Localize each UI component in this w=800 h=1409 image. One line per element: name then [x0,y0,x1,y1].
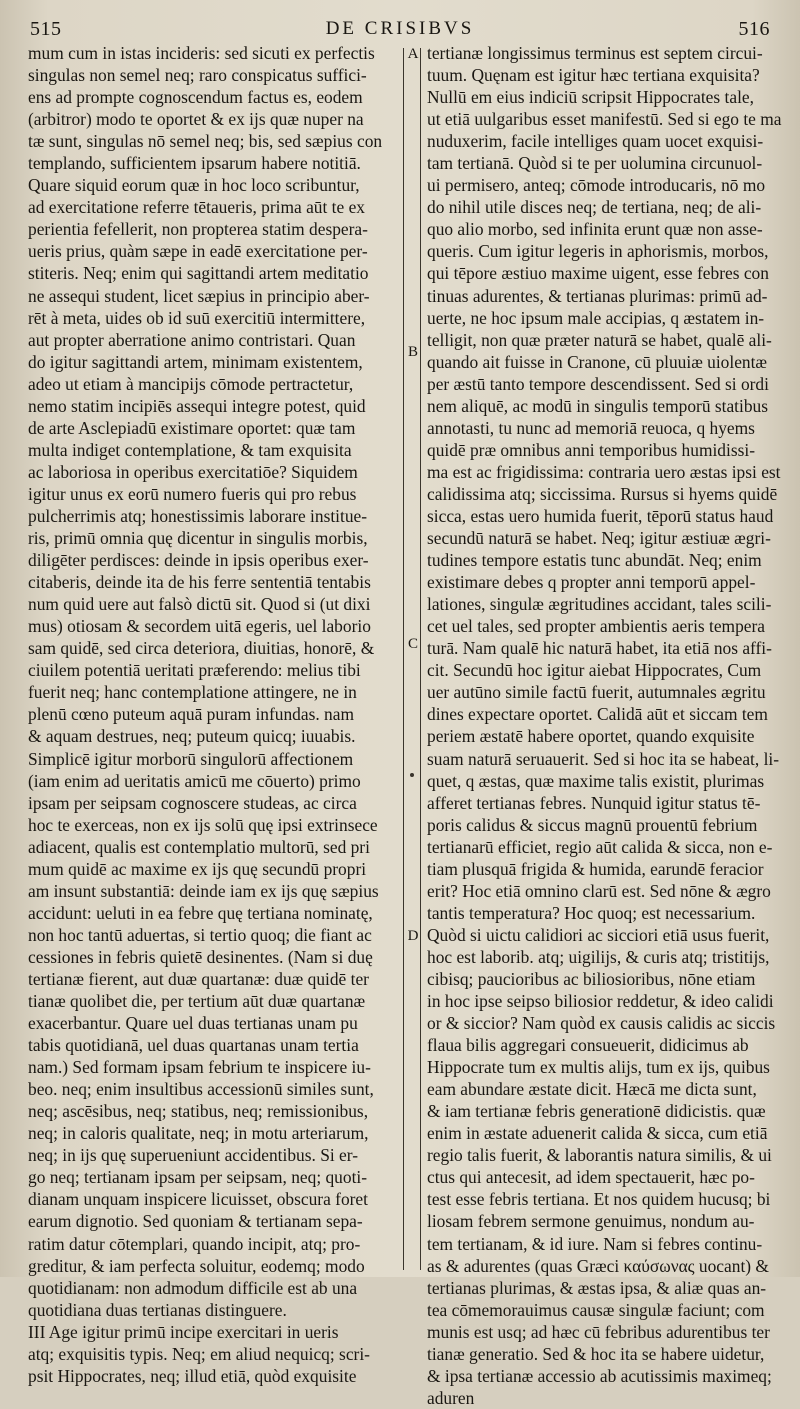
text-line: tertianæ fierent, aut duæ quartanæ: duæ quidē ter [28,968,369,989]
text-line: tianæ generatio. Sed & hoc ita se habere uidetur, [427,1343,765,1364]
text-line: ratim datur cōtemplari, quando incipit, atq; pro- [28,1233,361,1254]
text-line: or & siccior? Nam quòd ex causis calidis ac siccis [427,1013,776,1034]
text-line: quo alio morbo, sed infinita erunt quæ non asse- [427,219,763,240]
text-line: mum cum in istas incideris: sed sicuti ex perfectis [28,43,375,63]
text-line: Simplicē igitur morborū singulorū affectionem [28,748,354,769]
text-line: neq; in caloris qualitate, neq; in motu arteriarum, [28,1123,369,1144]
text-line: dines expectare oportet. Calidā aūt et siccam tem [427,704,768,725]
text-line: citaberis, deinde ita de his ferre sententiā tentabis [28,572,371,593]
text-line: test esse febris tertiana. Et nos quidem hucusq; bi [427,1189,771,1210]
text-line: & iam tertianæ febris generationē didicistis. quæ [427,1101,766,1122]
text-line: tuum. Quęnam est igitur hæc tertiana exquisita? [427,65,760,86]
text-line: sicca, estas uero humida fuerit, tēporū status haud [427,505,774,526]
text-line: uer autūno simile factū fuerit, autumnales ægritu [427,682,766,703]
text-line: tertianæ longissimus terminus est septem circui- [427,43,763,63]
text-line: exacerbantur. Quare uel duas tertianas unam pu [28,1013,358,1034]
text-line: per æstū tanto tempore descendissent. Sed si ordi [427,373,769,394]
text-line: in hoc ipse seipso biliosior reddetur, & ideo calidi [427,991,774,1012]
text-line: calidissima atq; siccissima. Rursus si hyems quidē [427,483,778,504]
text-line: ens ad prompte cognoscendum factus es, eodem [28,87,363,108]
text-line: quando ait fuisse in Cranone, cū pluuiæ uiolentæ [427,351,768,372]
text-line: multa indiget contemplatione, & tam exquisita [28,439,352,460]
text-line: non hoc tantū aduertas, si tertio quoq; die fiant ac [28,924,372,945]
page-number-right: 516 [738,18,770,40]
text-line: regio talis fuerit, & laborantis natura similis, & ui [427,1145,772,1166]
text-line: tabis quotidianā, uel duas quartanas unam tertia [28,1035,359,1056]
text-line: tiam plusquā frigida & humida, earundē feracior [427,858,764,879]
text-line: afferet tertianas febres. Nunquid igitur status tē- [427,792,761,813]
text-line: aut propter aberratione animo contristari. Quan [28,329,356,350]
text-line: neq; ascēsibus, neq; statibus, neq; remissionibus, [28,1101,369,1122]
text-line: ac laboriosa in operibus exercitatiōe? Siquidem [28,461,358,482]
text-line: (iam enim ad ueritatis amicū me cōuerto) primo [28,770,361,791]
text-line: do nihil utile disces neq; de tertiana, neq; de ali- [427,197,762,218]
text-line: existimare debes q propter anni temporū appel- [427,572,756,593]
text-line: munis est usq; ad hæc cū febribus adurentibus ter [427,1321,770,1342]
text-line: hoc te exerceas, non ex ijs solū quę ipsi extrinsece [28,814,378,835]
text-line: mus) otiosam & secordem uitā egeris, uel laborio [28,616,371,637]
text-line: quotidianam: non admodum difficile est ab una [28,1277,358,1298]
text-line: pulcherrimis atq; honestissimis laborare institue- [28,505,368,526]
text-line: telligit, non quæ præter naturā se habet, qualē ali- [427,329,772,350]
running-header [0,14,800,44]
margin-mark-c: C [407,636,418,652]
text-line: III Age igitur primū incipe exercitari in ueris [28,1321,339,1342]
text-line: Quare siquid eorum quæ in hoc loco scribuntur, [28,175,360,196]
text-line: go neq; tertianam ipsam per seipsam, neq; quoti- [28,1167,368,1188]
text-line: enim in æstate aduenerit calida & sicca, cum etiā [427,1123,768,1144]
text-line: plenū cœno puteum aquā puram infundas. nam [28,704,354,725]
text-line: psit Hippocrates, neq; illud etiā, quòd exquisite [28,1365,357,1386]
text-line: tantis temperatura? Hoc quoq; est necessarium. [427,902,756,923]
text-line: ipsam per seipsam cognoscere studeas, ac circa [28,792,357,813]
text-line: quet, q æstas, quæ maxime talis existit, plurimas [427,770,765,791]
text-line: suam naturā seruauerit. Sed si hoc ita se habeat, li- [427,748,780,769]
text-line: & aquam destrues, neq; puteum quicq; iuuabis. [28,726,356,747]
text-line: ui permisero, anteq; cōmode introducaris, nō mo [427,175,766,196]
text-line: neq; in ijs quę superueniunt accidentibus. Si er- [28,1145,358,1166]
text-line: secundū naturā se habet. Neq; igitur æstiuæ ægri- [427,528,771,549]
text-line: ueris prius, quàm sæpe in eadē exercitatione per- [28,241,368,262]
text-line: Quòd si uictu calidiori ac sicciori etiā usus fuerit, [427,924,770,945]
text-line: greditur, & iam perfecta soluitur, eodemq; modo [28,1255,365,1276]
text-line: cibisq; paucioribus ac biliosioribus, nōne etiam [427,968,756,989]
text-line: diligēter perdisces: deinde in ipsis operibus exer- [28,550,369,571]
margin-dot [410,773,414,777]
text-line: fuerit neq; hanc contemplatione attingere, ne in [28,682,357,703]
text-line: de arte Asclepiadū existimare oportet: quæ tam [28,417,356,438]
text-line: do igitur sagittandi artem, minimam existentem, [28,351,363,372]
text-line: eam abundare æstate dicit. Hæcā me dicta sunt, [427,1079,757,1100]
text-line: erit? Hoc etiā omnino clarū est. Sed nōne & ægro [427,880,771,901]
text-line: ma est ac frigidissima: contraria uero æstas ipsi est [427,461,781,482]
text-line: ne assequi student, licet sæpius in principio aber- [28,285,370,306]
text-line: & ipsa tertianæ accessio ab acutissimis maximeq; [427,1365,772,1386]
text-line: lationes, singulæ ægritudines accidant, tales scili- [427,594,772,615]
text-line: ut etiā uulgaribus esset manifestū. Sed si ego te ma [427,109,782,130]
text-line: (arbitror) modo te oportet & ex ijs quæ nuper na [28,109,364,130]
running-title: DE CRISIBVS [325,18,475,39]
text-line: tinuas adurentes, & tertianas plurimas: primū ad- [427,285,768,306]
text-line: dianam unquam inspicere licuisset, obscura foret [28,1189,368,1210]
text-line: tianæ quolibet die, per tertium aūt duæ quartanæ [28,991,366,1012]
text-line: turā. Nam qualē hic naturā habet, ita etiā nos affi- [427,638,772,659]
text-line: adiacent, qualis est contemplatio multorū, sed pri [28,836,370,857]
text-line: ad exercitatione referre tētaueris, prima aūt te ex [28,197,365,218]
column-rule-right [420,48,421,1270]
text-line: as & adurentes (quas Græci καύσωνας uocant) & [427,1255,769,1276]
text-line: cessiones in febris quietē desinentes. (Nam si duę [28,946,373,967]
column-rule-left [403,48,404,1270]
text-line: hoc est laborib. atq; uigilijs, & curis atq; tristitijs, [427,946,770,967]
text-line: perientia fefellerit, non propterea statim despera- [28,219,368,240]
text-line: am insunt substantiā: deinde iam ex ijs quę sæpius [28,880,379,901]
text-line: aduren [427,1387,475,1408]
text-line: queris. Cum igitur legeris in aphorismis, morbos, [427,241,769,262]
text-line: Nullū em eius indiciū scripsit Hippocrates tale, [427,87,754,108]
text-line: quotidiana duas tertianas distinguere. [28,1299,287,1320]
text-line: ciuilem potentiā ueritati præferendo: melius tibi [28,660,361,681]
text-line: periem æstatē habere oportet, quando exquisite [427,726,755,747]
text-line: nemo statim incipiēs assequi integre potest, quid [28,395,366,416]
text-line: tea cōmemorauimus causæ singulæ faciunt; com [427,1299,765,1320]
text-line: Hippocrate tum ex multis alijs, tum ex ijs, quibus [427,1057,770,1078]
text-line: poris calidus & siccus magnū prouentū febrium [427,814,758,835]
text-line: cit. Secundū hoc igitur aiebat Hippocrates, Cum [427,660,762,681]
margin-mark-d: D [407,928,419,944]
text-line: accidunt: ueluti in ea febre quę tertiana nominatę, [28,902,373,923]
text-line: liosam febrem sermone genuimus, nondum au- [427,1211,755,1232]
text-line: singulas non semel neq; raro conspicatus suffici- [28,65,367,86]
text-line: earum dignotio. Sed quoniam & tertianam sepa- [28,1211,363,1232]
right-text-column [427,42,782,1408]
text-line: templando, sufficientem ipsarum habere notitiā. [28,153,361,174]
text-line: tudines tempore estatis tunc abundāt. Neq; enim [427,550,762,571]
text-line: tæ sunt, singulas nō semel neq; bis, sed sæpius con [28,131,383,152]
text-line: tem tertianam, & id iure. Nam si febres continu- [427,1233,763,1254]
text-line: qui tēpore æstiuo maxime uigent, esse febres con [427,263,769,284]
text-line: igitur unus ex eorū numero fueris qui pro rebus [28,483,357,504]
margin-mark-a: A [407,46,419,62]
text-line: beo. neq; enim insultibus accessionū similes sunt, [28,1079,374,1100]
text-line: sam quidē, sed circa deteriora, diuitias, honorē, & [28,638,375,659]
left-text-column [28,42,402,1386]
text-line: nuduxerim, facile intelliges quam uocet exquisi- [427,131,764,152]
text-line: annotasti, tu nunc ad memoriā reuoca, q hyems [427,417,755,438]
text-line: stiteris. Neq; enim qui sagittandi artem meditatio [28,263,369,284]
text-line: quidē præ omnibus anni temporibus humidissi- [427,439,755,460]
text-line: ctus qui antecesit, ad idem spectauerit, hæc po- [427,1167,755,1188]
text-line: nem aliquē, ac modū in singulis temporū statibus [427,395,769,416]
text-line: flaua bilis aggregari consueuerit, didicimus ab [427,1035,749,1056]
text-line: nam.) Sed formam ipsam febrium te inspicere iu- [28,1057,371,1078]
text-line: rēt à meta, uides ob id suū exercitiū intermittere, [28,307,366,328]
text-line: num quid uere aut falsò dictū sit. Quod si (ut dixi [28,594,371,615]
text-line: ris, primū omnia quę dicentur in singulis morbis, [28,528,368,549]
text-line: atq; exquisitis typis. Neq; em aliud nequicq; scri- [28,1343,370,1364]
page-number-left: 515 [30,18,62,40]
text-line: uerte, ne hoc ipsum male accipias, q æstatem in- [427,307,765,328]
text-line: tertianarū efficiet, regio aūt calida & sicca, non e- [427,836,773,857]
margin-mark-b: B [407,344,418,360]
text-line: cet uel tales, sed propter ambientis aeris tempera [427,616,766,637]
text-line: tertianas plurimas, & æstas ipsa, & aliæ quas an- [427,1277,767,1298]
text-line: adeo ut etiam à mancipijs cōmode pertractetur, [28,373,354,394]
text-line: tam tertianā. Quòd si te per uolumina circunuol- [427,153,763,174]
text-line: mum quidē ac maxime ex ijs quę secundū propri [28,858,367,879]
